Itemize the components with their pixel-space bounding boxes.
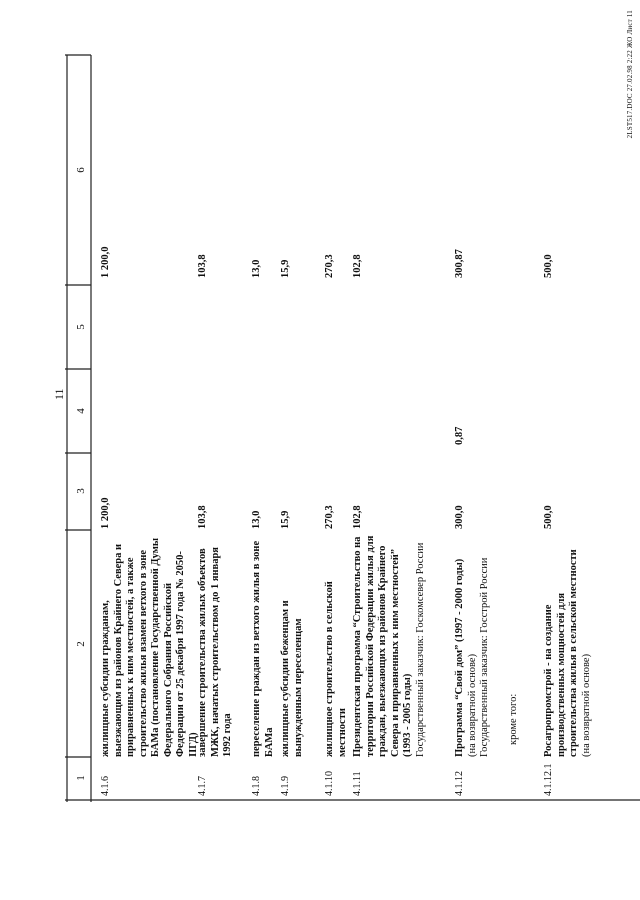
row-note: (на возвратной основе) (466, 653, 478, 757)
row-value-col3: 102,8 (352, 505, 363, 529)
row-value-col6: 15,9 (280, 259, 291, 278)
row-description: завершение строительства жилых объектов МЖК, начатых строительством до 1 января 1992 года (197, 547, 233, 757)
row-customer: Государственный заказчик: Госстрой России (479, 557, 490, 757)
row-value-col3: 500,0 (543, 505, 554, 529)
row-code: 4.1.8 (251, 776, 262, 796)
row-code: 4.1.10 (324, 771, 335, 796)
row-value-col3: 270,3 (324, 505, 335, 529)
row-title: Росагропромстрой - на создание производственных мощностей для строительства жилья в сельской местности (543, 549, 579, 757)
row-value-col3: 103,8 (197, 505, 208, 529)
column-header-2: 2 (75, 641, 87, 647)
column-header-5: 5 (75, 324, 87, 330)
column-header-3: 3 (75, 488, 87, 494)
row-value-col6: 13,0 (251, 259, 262, 278)
row-description (454, 533, 492, 757)
row-extra-label: кроме того: (508, 693, 519, 745)
row-code: 4.1.9 (280, 776, 291, 796)
row-note: (на возвратной основе) (580, 653, 592, 757)
document-footer: 2LST517.DOC 27.02.98 2:22 ЖО Лист 11 (626, 10, 634, 139)
row-value-col6: 300,87 (454, 249, 465, 278)
row-value-col6: 500,0 (543, 254, 554, 278)
row-value-col6: 270,3 (324, 254, 335, 278)
row-value-col6: 102,8 (352, 254, 363, 278)
row-title: Президентская программа “Строительство на территории Российской Федерации жилья для граждан, выезжающих из районов Крайнего Севера и приравненных к ним местностей” (1993 - 2005 годы) (352, 535, 413, 757)
row-code: 4.1.11 (352, 771, 363, 796)
page-number: 11 (52, 388, 66, 400)
row-value-col4: 0,87 (454, 426, 465, 445)
row-description: жилищные субсидии беженцам и вынужденным переселенцам (280, 600, 304, 757)
row-code: 4.1.7 (197, 776, 208, 796)
row-value-col3: 1 200,0 (100, 497, 111, 529)
row-value-col6: 1 200,0 (100, 246, 111, 278)
row-value-col3: 13,0 (251, 510, 262, 529)
row-description: жилищные субсидии гражданам, выезжающим из районов Крайнего Севера и приравненных к ним местностей, а также строительство жилья взамен ветхого в зоне БАМа (постановление Государственной Думы Федерального Собрания Российской Федерации от 25 декабря 1997 года № 2050-IIГД) (100, 537, 199, 757)
column-header-1: 1 (75, 775, 87, 781)
row-description: жилищное строительство в сельской местности (324, 581, 348, 757)
row-code: 4.1.12 (454, 771, 465, 796)
row-value-col3: 300,0 (454, 505, 465, 529)
row-value-col6: 103,8 (197, 254, 208, 278)
row-description (352, 533, 427, 757)
column-header-6: 6 (75, 167, 87, 173)
row-description (543, 533, 593, 757)
row-code: 4.1.6 (100, 776, 111, 796)
row-customer: Государственный заказчик: Госкомсевер России (414, 542, 426, 757)
row-description: переселение граждан из ветхого жилья в зоне БАМа (251, 540, 275, 757)
column-header-4: 4 (75, 408, 87, 414)
row-title: Программа “Свой дом” (1997 - 2000 годы) (454, 558, 465, 757)
row-value-col3: 15,9 (280, 510, 291, 529)
row-code: 4.1.12.1 (543, 763, 554, 796)
